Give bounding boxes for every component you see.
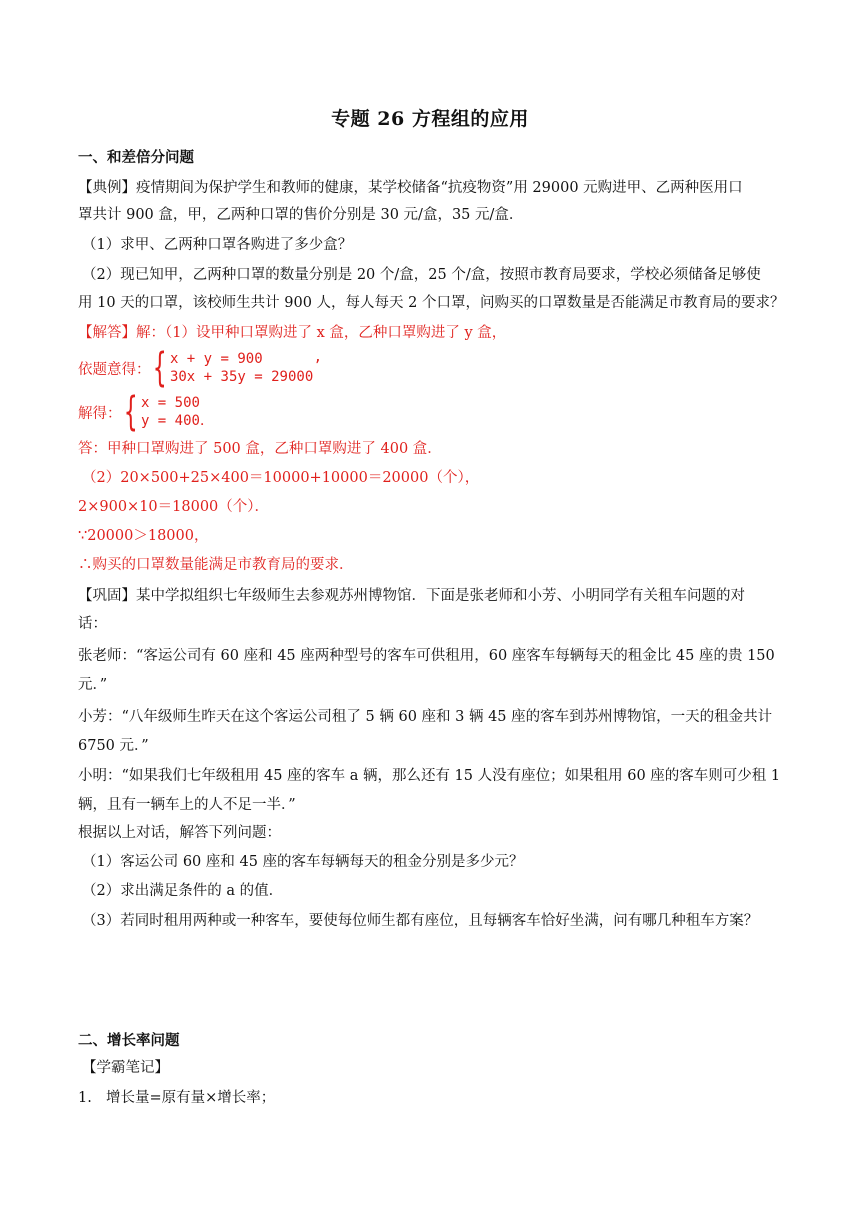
left-brace-icon: {: [123, 389, 138, 435]
notes-item-1-number: 1.: [78, 1090, 92, 1106]
consolidate-label: 【巩固】: [78, 588, 136, 604]
solution-part2-line-4: ∴购买的口罩数量能满足市教育局的要求．: [78, 557, 354, 573]
xiaoming-quote-1: 小明：“如果我们七年级租用 45 座的客车 a 辆，那么还有 15 人没有座位；如果租用 60 座的客车则可少租 1: [78, 768, 781, 784]
consolidate-line-2: 话：: [78, 616, 107, 632]
example-line-1: [78, 178, 786, 198]
solution-intro-text: 解：（1）设甲种口罩购进了 x 盒，乙种口罩购进了 y 盒，: [136, 325, 507, 341]
notes-label: 【学霸笔记】: [82, 1060, 169, 1076]
system-1-tail: ’: [313, 358, 322, 374]
system-2-prefix: 解得：: [78, 405, 122, 422]
example-line-2: 罩共计 900 盒，甲，乙两种口罩的售价分别是 30 元/盒，35 元/盒．: [78, 207, 524, 223]
notes-item-1-text: 增长量=原有量×增长率；: [106, 1090, 276, 1106]
consolidate-question-2: （2）求出满足条件的 a 的值．: [82, 883, 284, 899]
solution-part2-line-1: （2）20×500+25×400＝10000+10000＝20000（个），: [82, 470, 480, 486]
xiaoming-quote-2: 辆，且有一辆车上的人不足一半．”: [78, 797, 296, 813]
section-heading-1: 一、和差倍分问题: [78, 149, 194, 166]
left-brace-icon: {: [152, 345, 167, 391]
system-2-tail: ．: [199, 413, 214, 429]
notes-item-1: [78, 1088, 786, 1108]
consolidate-question-3: （3）若同时租用两种或一种客车，要使每位师生都有座位，且每辆客车恰好坐满，问有哪几种租车方案？: [82, 913, 759, 929]
system-1-prefix: 依题意得：: [78, 361, 151, 378]
system-2-eq-2: y = 400: [140, 413, 200, 429]
example-question-2-cont: 用 10 天的口罩，该校师生共计 900 人，每人每天 2 个口罩，问购买的口罩数量是否能满足市教育局的要求？: [78, 295, 785, 311]
system-1-eq-1: x + y = 900: [169, 351, 263, 367]
consolidate-question-1: （1）客运公司 60 座和 45 座的客车每辆每天的租金分别是多少元？: [82, 854, 524, 870]
equation-system-2: [78, 389, 214, 435]
example-question-2: （2）现已知甲，乙两种口罩的数量分别是 20 个/盒，25 个/盒，按照市教育局要求，学校必须储备足够使: [82, 267, 761, 283]
system-1-equations: [170, 350, 313, 386]
solution-part2-line-2: 2×900×10＝18000（个）．: [78, 499, 270, 515]
consolidate-text: 某中学拟组织七年级师生去参观苏州博物馆．下面是张老师和小芳、小明同学有关租车问题的对: [136, 588, 745, 604]
xiaofang-quote-1: 小芳：“八年级师生昨天在这个客运公司租了 5 辆 60 座和 3 辆 45 座的客车到苏州博物馆，一天的租金共计: [78, 709, 773, 725]
page-title: 专题 26 方程组的应用: [331, 108, 529, 130]
equation-system-1: [78, 345, 322, 391]
consolidate-prompt: 根据以上对话，解答下列问题：: [78, 825, 281, 841]
xiaofang-quote-2: 6750 元．”: [78, 738, 149, 754]
teacher-quote-1: 张老师：“客运公司有 60 座和 45 座两种型号的客车可供租用，60 座客车每辆每天的租金比 45 座的贵 150: [78, 648, 775, 664]
example-label: 【典例】: [78, 180, 136, 196]
consolidate-line-1: [78, 586, 786, 606]
solution-answer: 答：甲种口罩购进了 500 盒，乙种口罩购进了 400 盒．: [78, 441, 442, 457]
system-1-eq-2: 30x + 35y = 29000: [169, 369, 314, 385]
system-2-equations: [141, 394, 200, 430]
teacher-quote-2: 元．”: [78, 677, 108, 693]
solution-label: 【解答】: [78, 325, 136, 341]
example-question-1: （1）求甲、乙两种口罩各购进了多少盒？: [82, 237, 353, 253]
solution-intro: [78, 323, 786, 343]
solution-part2-line-3: ∵20000＞18000，: [78, 528, 209, 544]
system-2-eq-1: x = 500: [140, 395, 200, 411]
section-heading-2: 二、增长率问题: [78, 1032, 180, 1049]
example-text: 疫情期间为保护学生和教师的健康，某学校储备“抗疫物资”用 29000 元购进甲、乙两种医用口: [136, 180, 743, 196]
